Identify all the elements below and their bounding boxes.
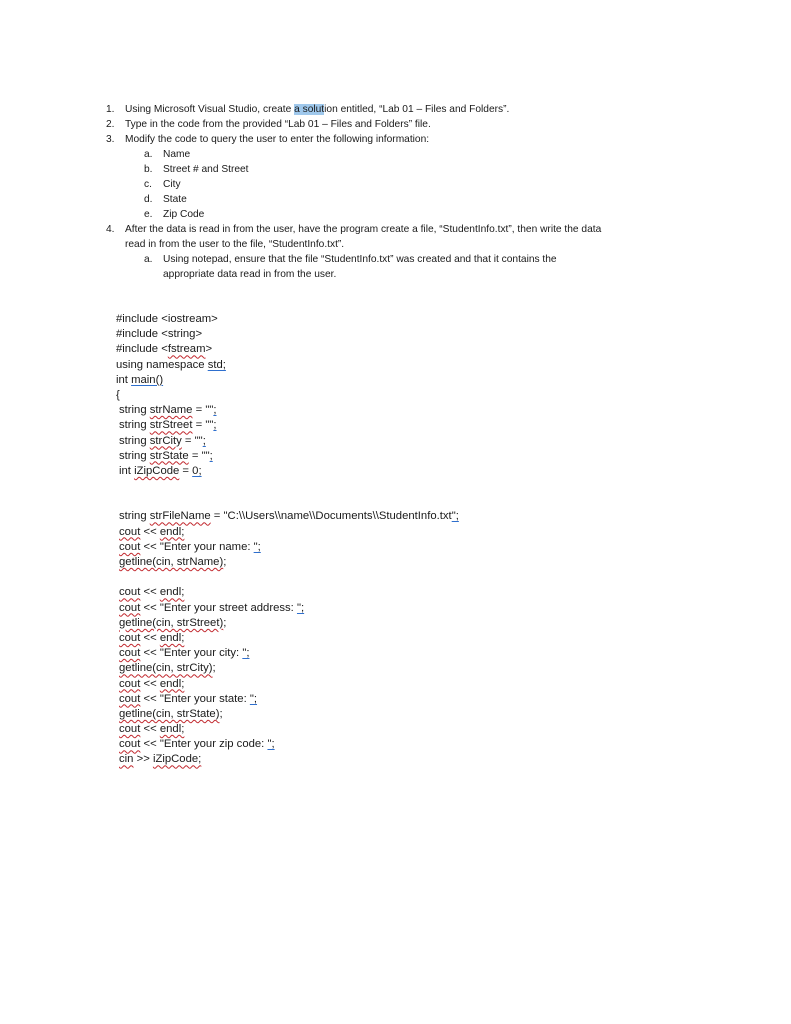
code-line-getline-state xyxy=(116,707,536,722)
grammar-flag: ; xyxy=(202,434,206,447)
spellcheck-word: endl; xyxy=(159,586,185,599)
sub-item-letter: a. xyxy=(144,254,153,265)
code-text: << xyxy=(140,525,160,538)
code-line-getline-city xyxy=(116,661,536,676)
grammar-flag: std; xyxy=(207,358,226,371)
item-text: Using Microsoft Visual Studio, create xyxy=(125,104,295,115)
code-text: > xyxy=(205,343,213,356)
spellcheck-word: iZipCode xyxy=(134,464,180,477)
code-line-izipcode xyxy=(116,464,536,479)
grammar-flag: "; xyxy=(267,738,275,751)
code-text: << xyxy=(140,631,160,644)
code-text: = "" xyxy=(181,434,203,447)
code-line-include-fstream xyxy=(116,342,536,357)
grammar-flag: main() xyxy=(131,373,164,386)
code-line-cout-endl xyxy=(116,585,536,600)
code-line-prompt-state xyxy=(116,692,536,707)
code-line-cin-zip xyxy=(116,752,536,767)
code-text: string xyxy=(119,404,150,417)
code-text: ; xyxy=(223,556,227,568)
code-text: << "Enter your zip code: xyxy=(140,738,268,751)
spellcheck-word: iZipCode; xyxy=(152,753,202,766)
code-text: = "" xyxy=(192,404,214,417)
sub-item-state xyxy=(106,192,606,207)
spellcheck-word: getline(cin, strName) xyxy=(119,556,224,568)
item-text: Type in the code from the provided “Lab 01 – Files and Folders” file. xyxy=(125,119,431,130)
code-line-getline-name xyxy=(116,555,536,570)
code-text: = "" xyxy=(192,419,214,432)
code-text: int xyxy=(119,464,135,477)
item-text: After the data is read in from the user, have the program create a file, “StudentInfo.txt”, then write the data read in from the user to the file, “StudentInfo.txt”. xyxy=(125,224,602,250)
highlighted-text: a solut xyxy=(294,104,325,115)
code-text: string xyxy=(119,419,150,432)
code-line-getline-street xyxy=(116,616,536,631)
code-text: int xyxy=(116,373,132,386)
code-text: #include <string> xyxy=(116,328,203,341)
sub-item-city xyxy=(106,177,606,192)
spellcheck-word: strStreet xyxy=(149,419,193,432)
spellcheck-word: endl; xyxy=(159,723,185,736)
code-line-include-string xyxy=(116,327,536,342)
code-text: = "" xyxy=(188,449,210,462)
code-line-cout-endl xyxy=(116,631,536,646)
sub-item-letter: c. xyxy=(144,179,152,190)
sub-item-text: Name xyxy=(163,149,191,160)
grammar-flag: "; xyxy=(249,692,258,705)
code-text: << "Enter your name: xyxy=(140,540,254,553)
code-line-strstate xyxy=(116,449,536,464)
sub-item-street xyxy=(106,162,606,177)
spellcheck-word: cout xyxy=(119,525,141,538)
spellcheck-word: getline(cin, strStreet) xyxy=(119,616,224,629)
code-line-include-iostream xyxy=(116,312,536,327)
code-line-brace xyxy=(116,388,536,403)
sub-item-text: State xyxy=(163,194,187,205)
grammar-flag: "; xyxy=(253,540,261,553)
item-number: 3. xyxy=(106,134,115,145)
spellcheck-word: strState xyxy=(149,449,189,462)
code-text: = xyxy=(179,464,193,477)
code-line-strstreet xyxy=(116,418,536,433)
code-line-cout-endl xyxy=(116,525,536,540)
spellcheck-word: strCity xyxy=(149,434,182,447)
spellcheck-word: endl; xyxy=(159,631,185,644)
blank-line xyxy=(116,479,536,494)
code-line-strname xyxy=(116,403,536,418)
sub-item-zip-code xyxy=(106,207,606,222)
code-text: ; xyxy=(223,616,227,629)
code-text: string xyxy=(119,510,150,523)
item-number: 4. xyxy=(106,224,115,235)
grammar-flag: "; xyxy=(451,510,459,523)
sub-item-letter: a. xyxy=(144,149,153,160)
spellcheck-word: strName xyxy=(149,404,193,417)
code-text: << "Enter your street address: xyxy=(140,601,297,614)
item-text: ion entitled, “Lab 01 – Files and Folders”. xyxy=(324,104,510,115)
spellcheck-word: cout xyxy=(119,601,141,614)
code-line-prompt-city xyxy=(116,646,536,661)
sub-item-name xyxy=(106,147,606,162)
spellcheck-word: cout xyxy=(119,692,141,705)
spellcheck-word: cout xyxy=(119,738,141,751)
code-text: { xyxy=(116,388,120,401)
spellcheck-word: cout xyxy=(119,677,141,690)
code-line-prompt-zip xyxy=(116,737,536,752)
instruction-item-2 xyxy=(106,117,606,132)
spellcheck-word: getline(cin, strCity) xyxy=(119,662,213,675)
code-text: << "Enter your state: xyxy=(140,692,250,705)
code-text: >> xyxy=(133,753,153,766)
sub-item-notepad xyxy=(106,252,606,282)
spellcheck-word: endl; xyxy=(159,525,185,538)
sub-item-text: City xyxy=(163,179,181,190)
code-line-strfilename xyxy=(116,509,536,524)
item-number: 1. xyxy=(106,104,115,115)
grammar-flag: ; xyxy=(213,404,217,417)
spellcheck-word: endl; xyxy=(159,677,185,690)
sub-item-text: Zip Code xyxy=(163,209,205,220)
code-text: << xyxy=(140,586,160,599)
grammar-flag: "; xyxy=(242,647,250,660)
spellcheck-word: cout xyxy=(119,540,141,553)
grammar-flag: "; xyxy=(296,601,305,614)
code-line-prompt-street xyxy=(116,601,536,616)
code-block xyxy=(116,312,536,768)
sub-item-text: Street # and Street xyxy=(163,164,249,175)
spellcheck-word: fstream xyxy=(167,343,206,356)
code-text: = "C:\\Users\\name\\Documents\\StudentInfo.txt xyxy=(210,510,452,523)
code-line-namespace xyxy=(116,358,536,373)
code-text: << xyxy=(140,723,160,736)
code-text: string xyxy=(119,449,150,462)
sub-item-letter: b. xyxy=(144,164,153,175)
sub-item-letter: d. xyxy=(144,194,153,205)
item-text: Modify the code to query the user to enter the following information: xyxy=(125,134,430,145)
code-text: << "Enter your city: xyxy=(140,647,243,660)
spellcheck-word: getline(cin, strState) xyxy=(119,707,220,720)
code-line-cout-endl xyxy=(116,677,536,692)
instruction-item-3 xyxy=(106,132,606,147)
grammar-flag: ; xyxy=(209,449,213,462)
code-text: #include < xyxy=(116,343,168,356)
code-text: ; xyxy=(219,707,223,720)
item-number: 2. xyxy=(106,119,115,130)
code-line-strcity xyxy=(116,434,536,449)
code-text: << xyxy=(140,677,160,690)
grammar-flag: ; xyxy=(213,419,217,432)
blank-line xyxy=(116,494,536,509)
instruction-list xyxy=(106,102,606,282)
grammar-flag: 0; xyxy=(192,464,202,477)
spellcheck-word: cout xyxy=(119,723,141,736)
spellcheck-word: cout xyxy=(119,647,141,660)
spellcheck-word: cin xyxy=(119,753,134,766)
spellcheck-word: cout xyxy=(119,586,141,599)
code-text: using namespace xyxy=(116,358,208,371)
spellcheck-word: cout xyxy=(119,631,141,644)
instruction-item-4 xyxy=(106,222,606,252)
code-line-main xyxy=(116,373,536,388)
code-text: ; xyxy=(212,662,216,675)
instruction-item-1 xyxy=(106,102,606,117)
sub-item-letter: e. xyxy=(144,209,153,220)
blank-line xyxy=(116,570,536,585)
code-text: string xyxy=(119,434,150,447)
code-line-cout-endl xyxy=(116,722,536,737)
sub-item-text: Using notepad, ensure that the file “StudentInfo.txt” was created and that it contains the appropriate data read in from the user. xyxy=(163,254,557,280)
code-text: #include <iostream> xyxy=(116,313,218,325)
spellcheck-word: strFileName xyxy=(149,510,211,523)
code-line-prompt-name xyxy=(116,540,536,555)
